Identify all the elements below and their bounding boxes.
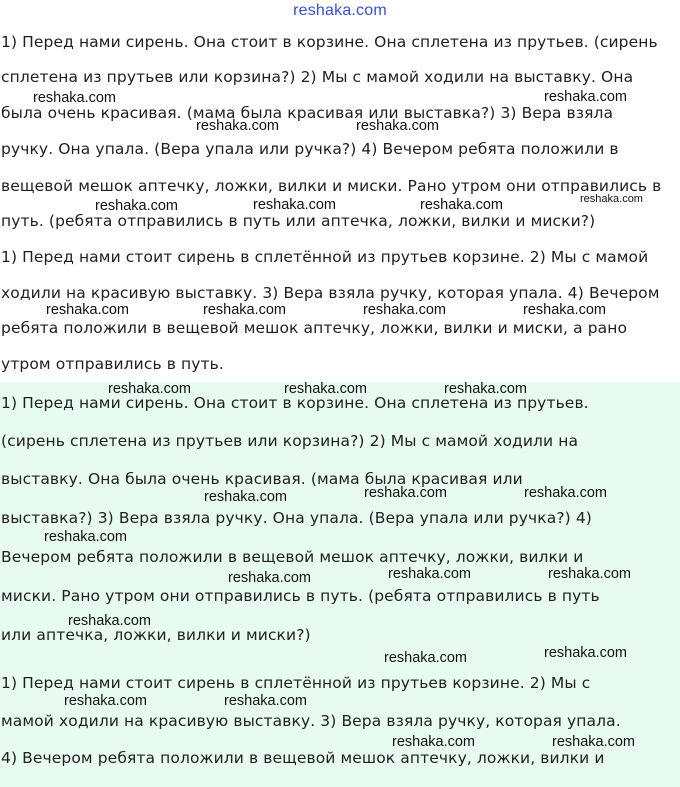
watermark: reshaka.com [228, 570, 312, 586]
site-header [0, 0, 680, 24]
watermark: reshaka.com [64, 693, 148, 709]
text-line: выставку. Она была очень красивая. (мама была красивая или [1, 470, 523, 488]
watermark: reshaka.com [253, 197, 337, 213]
watermark: reshaka.com [95, 198, 179, 214]
watermark: reshaka.com [364, 485, 448, 501]
watermark: reshaka.com [524, 485, 608, 501]
text-line: вещевой мешок аптечку, ложки, вилки и миски. Рано утром они отправились в [1, 177, 662, 195]
text-line: сплетена из прутьев или корзина?) 2) Мы с мамой ходили на выставку. Она [1, 68, 634, 86]
text-line: ребята положили в вещевой мешок аптечку, ложки, вилки и миски, а рано [1, 319, 628, 337]
text-line: ручку. Она упала. (Вера упала или ручка?) 4) Вечером ребята положили в [1, 140, 619, 158]
text-line: миски. Рано утром они отправились в путь. (ребята отправились в путь [1, 587, 600, 605]
watermark: reshaka.com [356, 118, 440, 134]
text-line: 1) Перед нами сирень. Она стоит в корзине. Она сплетена из прутьев. (сирень [1, 33, 658, 51]
watermark: reshaka.com [204, 489, 288, 505]
watermark: reshaka.com [523, 302, 607, 318]
watermark: reshaka.com [224, 693, 308, 709]
text-line: утром отправились в путь. [1, 355, 224, 373]
text-line: путь. (ребята отправились в путь или аптечка, ложки, вилки и миски?) [1, 212, 596, 230]
text-line: выставка?) 3) Вера взяла ручку. Она упала. (Вера упала или ручка?) 4) [1, 509, 592, 527]
text-line: 1) Перед нами сирень. Она стоит в корзине. Она сплетена из прутьев. [1, 394, 589, 412]
watermark: reshaka.com [552, 734, 636, 750]
watermark: reshaka.com [388, 566, 472, 582]
text-line: (сирень сплетена из прутьев или корзина?) 2) Мы с мамой ходили на [1, 432, 579, 450]
watermark: reshaka.com [108, 381, 192, 397]
watermark: reshaka.com [580, 193, 643, 205]
text-line: или аптечка, ложки, вилки и миски?) [1, 626, 311, 644]
watermark: reshaka.com [46, 302, 130, 318]
watermark: reshaka.com [544, 89, 628, 105]
watermark: reshaka.com [444, 381, 528, 397]
watermark: reshaka.com [544, 645, 628, 661]
watermark: reshaka.com [44, 529, 128, 545]
text-line: 1) Перед нами стоит сирень в сплетённой из прутьев корзине. 2) Мы с мамой [1, 248, 649, 266]
watermark: reshaka.com [392, 734, 476, 750]
watermark: reshaka.com [420, 197, 504, 213]
watermark: reshaka.com [196, 118, 280, 134]
text-line: ходили на красивую выставку. 3) Вера взяла ручку, которая упала. 4) Вечером [1, 284, 660, 302]
watermark: reshaka.com [203, 302, 287, 318]
text-line: была очень красивая. (мама была красивая или выставка?) 3) Вера взяла [1, 104, 614, 122]
site-title[interactable]: reshaka.com [293, 2, 387, 19]
text-line: мамой ходили на красивую выставку. 3) Вера взяла ручку, которая упала. [1, 712, 621, 730]
watermark: reshaka.com [363, 302, 447, 318]
watermark: reshaka.com [68, 613, 152, 629]
watermark: reshaka.com [384, 650, 468, 666]
watermark: reshaka.com [33, 90, 117, 106]
text-line: 1) Перед нами стоит сирень в сплетённой из прутьев корзине. 2) Мы с [1, 674, 591, 692]
text-line: Вечером ребята положили в вещевой мешок аптечку, ложки, вилки и [1, 548, 584, 566]
watermark: reshaka.com [284, 381, 368, 397]
watermark: reshaka.com [548, 566, 632, 582]
text-line: 4) Вечером ребята положили в вещевой мешок аптечку, ложки, вилки и [1, 749, 605, 767]
